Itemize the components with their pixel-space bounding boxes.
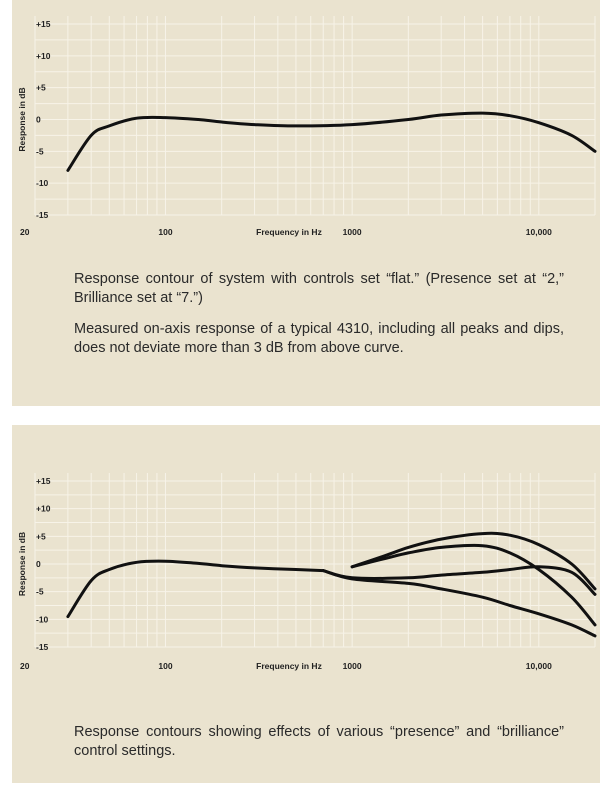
y-tick-label: -5	[36, 146, 44, 157]
y-tick-label: -15	[36, 210, 49, 220]
x-tick-label: 20	[20, 661, 30, 671]
y-tick-label: +10	[36, 50, 51, 61]
caption-measured-response: Measured on-axis response of a typical 4310, including all peaks and dips, does not deviate more than 3 dB from above curve.	[74, 321, 564, 356]
response-curve-1	[68, 561, 323, 616]
y-axis-label: Response in dB	[17, 531, 27, 597]
chart-panel-1	[12, 0, 600, 406]
grid	[35, 473, 595, 647]
y-axis-label: Response in dB	[17, 87, 27, 152]
response-chart-presence-brilliance	[12, 425, 600, 705]
response-chart-flat	[12, 0, 600, 250]
chart-panel-2	[12, 425, 600, 783]
y-tick-label: -15	[36, 642, 49, 652]
x-tick-label: 10,000	[525, 661, 552, 671]
x-tick-label: 20	[20, 227, 30, 237]
y-tick-label: -10	[36, 178, 49, 189]
response-curve-3	[352, 545, 595, 624]
x-tick-label: 1000	[342, 227, 362, 237]
y-tick-label: -5	[36, 586, 44, 597]
y-tick-label: +10	[36, 503, 51, 514]
x-tick-label: 1000	[342, 661, 362, 671]
y-tick-label: 0	[36, 559, 41, 569]
x-tick-label: 100	[158, 227, 173, 237]
x-axis-label: Frequency in Hz	[256, 227, 322, 237]
y-tick-label: +5	[36, 82, 46, 93]
x-axis-label: Frequency in Hz	[256, 661, 322, 671]
y-tick-label: +15	[36, 19, 51, 29]
caption-flat-settings: Response contour of system with controls set “flat.” (Presence set at “2,” Brilliance set at “7.”)	[74, 271, 564, 306]
x-tick-label: 10,000	[525, 227, 552, 237]
y-tick-label: +5	[36, 531, 46, 542]
y-tick-label: 0	[36, 114, 41, 125]
caption-presence-brilliance: Response contours showing effects of various “presence” and “brilliance” control settings.	[74, 724, 564, 759]
y-tick-label: -10	[36, 614, 49, 625]
x-tick-label: 100	[158, 661, 173, 671]
y-tick-label: +15	[36, 476, 51, 486]
